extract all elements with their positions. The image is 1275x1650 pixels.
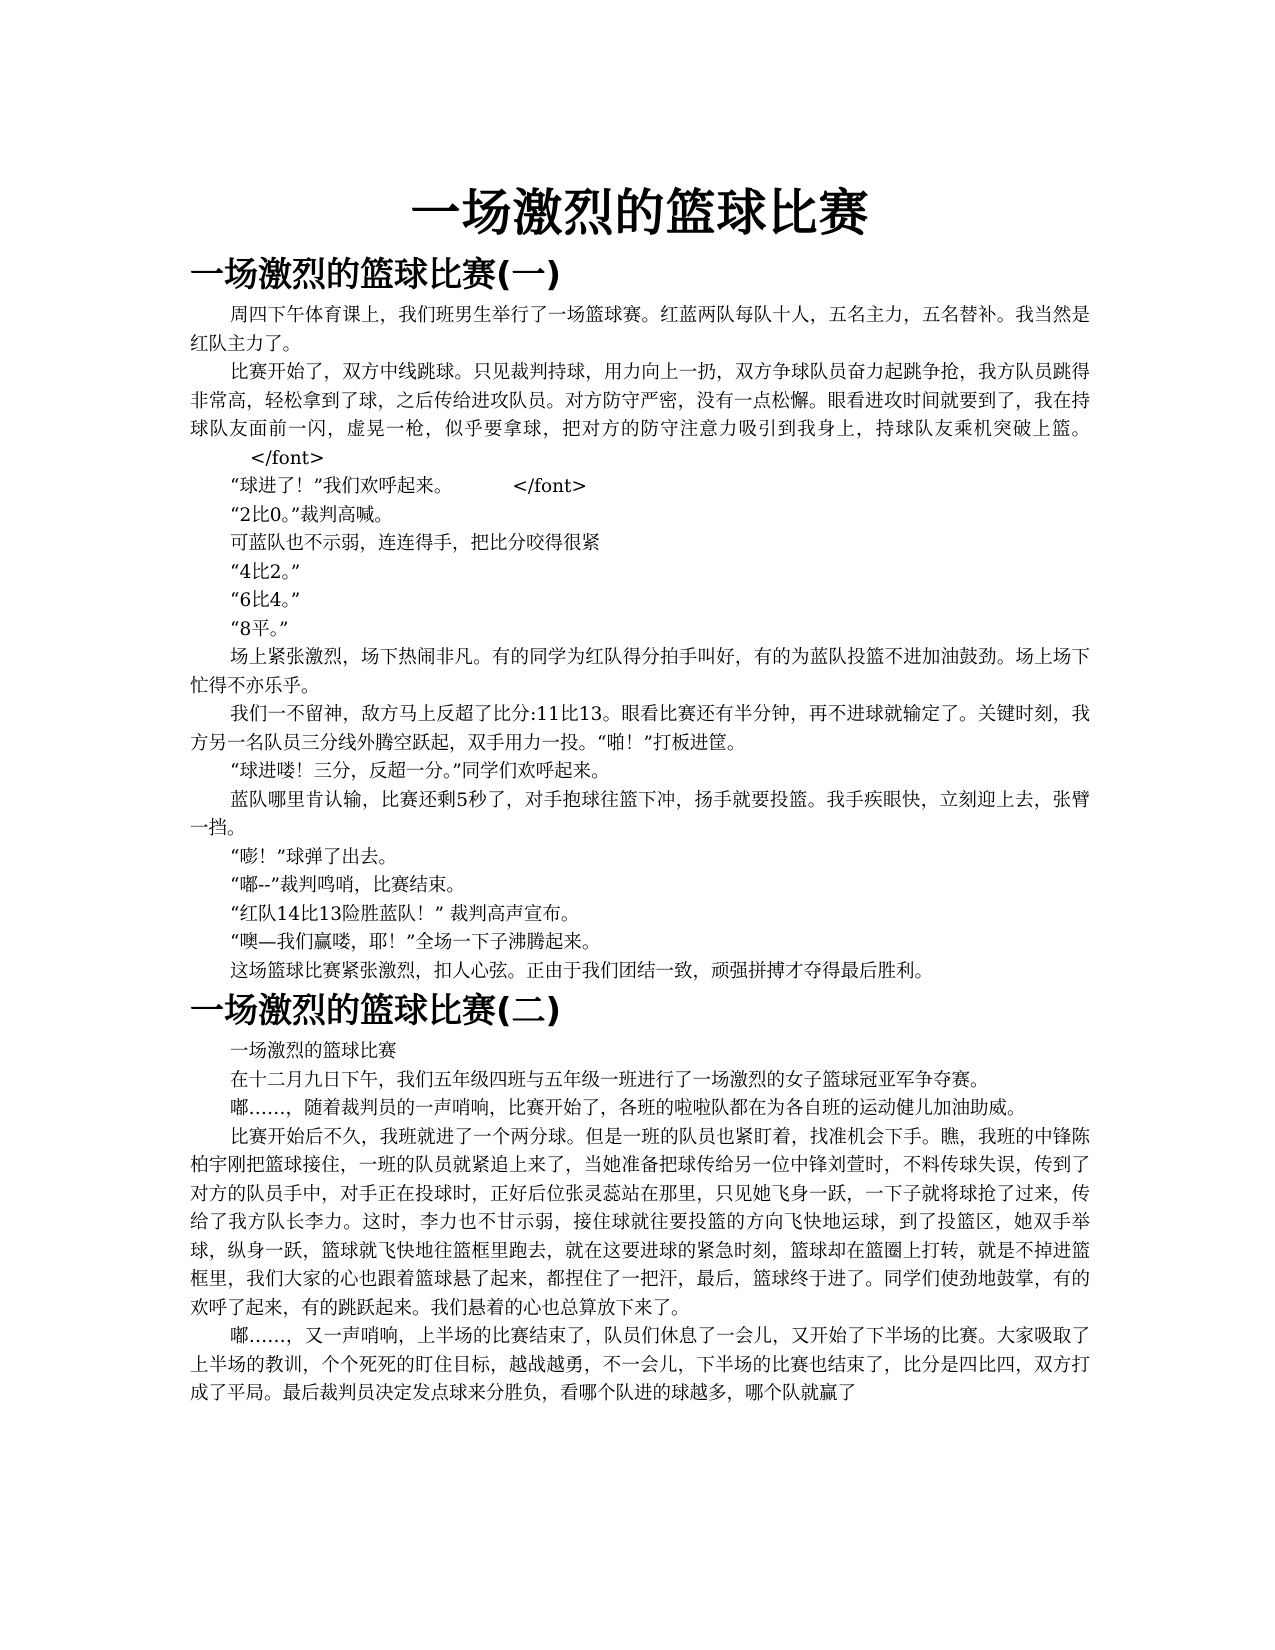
paragraph: “嘟--”裁判鸣哨，比赛结束。 [230,875,465,896]
paragraph: “噢—我们赢喽，耶！”全场一下子沸腾起来。 [230,932,601,953]
stray-font-tag: </font> [250,447,325,469]
paragraph: 在十二月九日下午，我们五年级四班与五年级一班进行了一场激烈的女子篮球冠亚军争夺赛。 [230,1069,989,1091]
paragraph: 嘟……，又一声哨响，上半场的比赛结束了，队员们休息了一会儿，又开始了下半场的比赛。大家吸取了上半场的教训，个个死死的盯住目标，越战越勇，不一会儿，下半场的比赛也结束了，比分是四比四，双方打成了平局。最后裁判员决定发点球来分胜负，看哪个队进的球越多，哪个队就赢了 [190,1326,1090,1404]
paragraph: “8平。” [230,618,289,640]
paragraph: 比赛开始了，双方中线跳球。只见裁判持球，用力向上一扔，双方争球队员奋力起跳争抢，我方队员跳得非常高，轻松拿到了球，之后传给进攻队员。对方防守严密，没有一点松懈。眼看进攻时间就要到了，我在持球队友面前一闪，虚晃一枪，似乎要拿球，把对方的防守注意力吸引到我身上，持球队友乘机突破上篮。</font> [190,362,1090,469]
section-1-heading: 一场激烈的篮球比赛(一) [190,255,562,295]
paragraph: 场上紧张激烈，场下热闹非凡。有的同学为红队得分拍手叫好，有的为蓝队投篮不进加油鼓劲。场上场下忙得不亦乐乎。 [190,647,1090,697]
paragraph: “6比4。” [230,590,301,611]
paragraph: 周四下午体育课上，我们班男生举行了一场篮球赛。红蓝两队每队十人，五名主力，五名替补。我当然是红队主力了。 [190,305,1090,355]
section-2-heading: 一场激烈的篮球比赛(二) [190,991,562,1031]
document-title: 一场激烈的篮球比赛 [410,184,870,242]
document-page [190,180,1090,1409]
paragraph: 这场篮球比赛紧张激烈，扣人心弦。正由于我们团结一致，顽强拼搏才夺得最后胜利。 [230,960,934,982]
paragraph: “4比2。” [230,561,301,583]
stray-font-tag: </font> [512,476,587,497]
paragraph: 嘟……，随着裁判员的一声哨响，比赛开始了，各班的啦啦队都在为各自班的运动健儿加油助威。 [230,1098,1026,1119]
paragraph: 一场激烈的篮球比赛 [230,1041,397,1062]
paragraph: “嘭！”球弹了出去。 [230,846,397,868]
paragraph: 可蓝队也不示弱，连连得手，把比分咬得很紧 [230,533,601,554]
paragraph: “球进了！”我们欢呼起来。 </font> [230,476,587,497]
paragraph: 我们一不留神，敌方马上反超了比分:11比13。眼看比赛还有半分钟，再不进球就输定了。关键时刻，我方另一名队员三分线外腾空跃起，双手用力一投。“啪！”打板进筐。 [190,704,1090,754]
paragraph: “红队14比13险胜蓝队！” 裁判高声宣布。 [230,903,580,925]
paragraph: “2比0。”裁判高喊。 [230,504,393,526]
paragraph: 蓝队哪里肯认输，比赛还剩5秒了，对手抱球往篮下冲，扬手就要投篮。我手疾眼快，立刻迎上去，张臂一挡。 [190,789,1090,839]
paragraph: 比赛开始后不久，我班就进了一个两分球。但是一班的队员也紧盯着，找准机会下手。瞧，我班的中锋陈柏宇刚把篮球接住，一班的队员就紧追上来了，当她准备把球传给另一位中锋刘萱时，不料传球失误，传到了对方的队员手中，对手正在投球时，正好后位张灵蕊站在那里，只见她飞身一跃，一下子就将球抢了过来，传给了我方队长李力。这时，李力也不甘示弱，接住球就往要投篮的方向飞快地运球，到了投篮区，她双手举球，纵身一跃，篮球就飞快地往篮框里跑去，就在这要进球的紧急时刻，篮球却在篮圈上打转，就是不掉进篮框里，我们大家的心也跟着篮球悬了起来，都捏住了一把汗，最后，篮球终于进了。同学们使劲地鼓掌，有的欢呼了起来，有的跳跃起来。我们悬着的心也总算放下来了。 [190,1126,1090,1319]
paragraph: “球进喽！三分，反超一分。”同学们欢呼起来。 [230,761,610,782]
